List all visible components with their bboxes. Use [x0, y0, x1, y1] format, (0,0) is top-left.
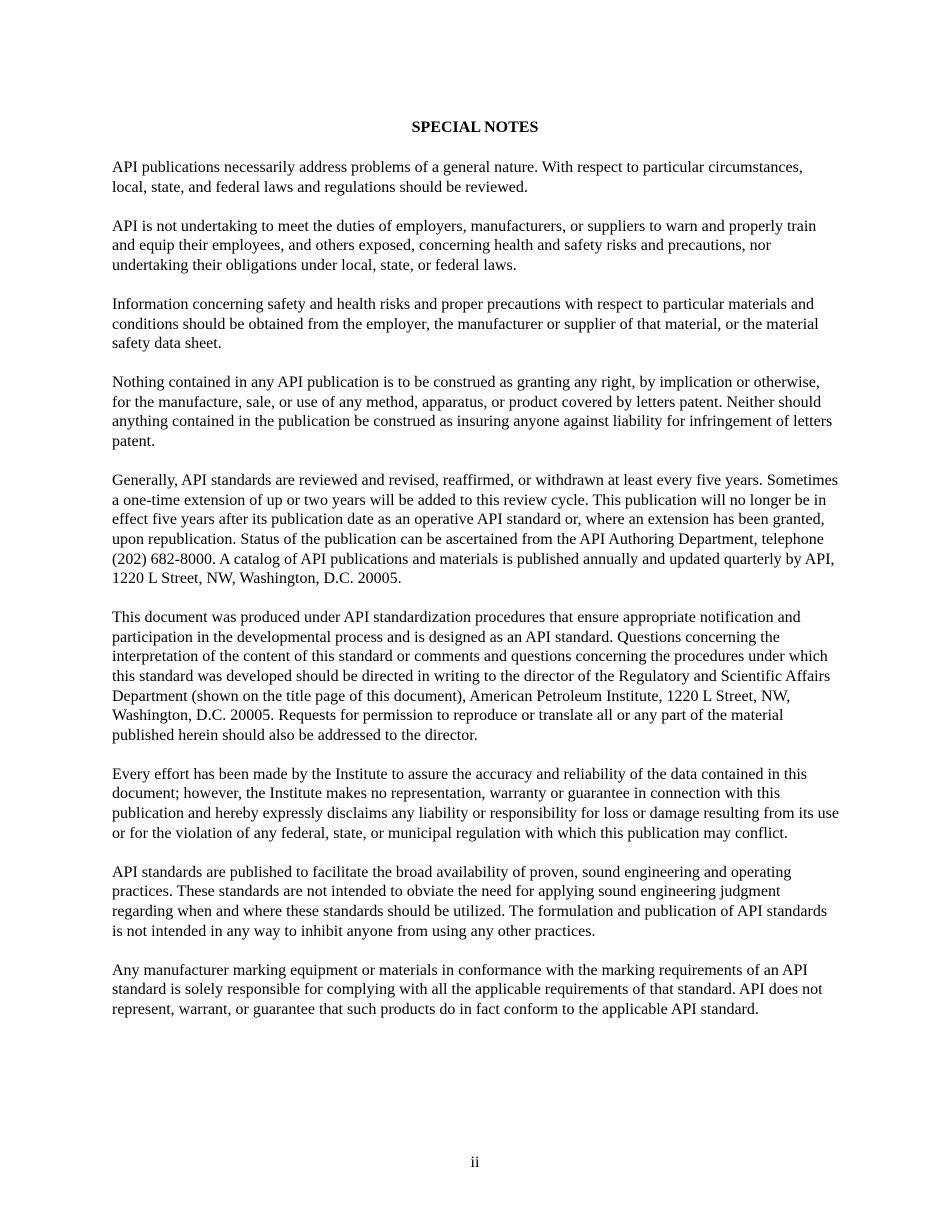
paragraph-disclaimer: Every effort has been made by the Institute to assure the accuracy and reliability of the data contained in this document; however, the Institute makes no representation, warranty or guarantee in connection with this publication and hereby expressly disclaims any liability or responsibility for loss or damage resulting from its use or for the violation of any federal, state, or municipal regulation with which this publication may conflict. [112, 765, 839, 842]
paragraph-employer-duties: API is not undertaking to meet the duties of employers, manufacturers, or suppliers to warn and properly train and equip their employees, and others exposed, concerning health and safety risks and precautions, nor undertaking their obligations under local, state, or federal laws. [112, 217, 817, 274]
paragraph-general-nature: API publications necessarily address problems of a general nature. With respect to particular circumstances, local, state, and federal laws and regulations should be reviewed. [112, 159, 803, 196]
paragraph-review-cycle: Generally, API standards are reviewed and revised, reaffirmed, or withdrawn at least every five years. Sometimes a one-time extension of up or two years will be added to this review cycle. This publication will no longer be in effect five years after its publication date as an operative API standard or, where an extension has been granted, upon republication. Status of the publication can be ascertained from the API Authoring Department, telephone (202) 682-8000. A catalog of API publications and materials is published annually and updated quarterly by API, 1220 L Street, NW, Washington, D.C. 20005. [112, 472, 838, 588]
paragraph-letters-patent: Nothing contained in any API publication is to be construed as granting any right, by implication or otherwise, for the manufacture, sale, or use of any method, apparatus, or product covered by letters patent. Neither should anything contained in the publication be construed as insuring anyone against liability for infringement of letters patent. [112, 374, 833, 451]
page-number: ii [470, 1154, 480, 1171]
paragraph-standardization-procedures: This document was produced under API standardization procedures that ensure appropriate notification and participation in the developmental process and is designed as an API standard. Questions concerning the interpretation of the content of this standard or comments and questions concerning the procedures under which this standard was developed should be directed in writing to the director of the Regulatory and Scientific Affairs Department (shown on the title page of this document), American Petroleum Institute, 1220 L Street, NW, Washington, D.C. 20005. Requests for permission to reproduce or translate all or any part of the material published herein should also be addressed to the director. [112, 609, 831, 744]
paragraph-marking-requirements: Any manufacturer marking equipment or materials in conformance with the marking requirements of an API standard is solely responsible for complying with all the applicable requirements of that standard. API does not represent, warrant, or guarantee that such products do in fact conform to the applicable API standard. [112, 961, 823, 1018]
notes-body [112, 158, 840, 1039]
paragraph-safety-information: Information concerning safety and health risks and proper precautions with respect to particular materials and conditions should be obtained from the employer, the manufacturer or supplier of that material, or the material safety data sheet. [112, 295, 819, 353]
page-title: SPECIAL NOTES [411, 119, 539, 136]
paragraph-purpose: API standards are published to facilitate the broad availability of proven, sound engineering and operating practices. These standards are not intended to obviate the need for applying sound engineering judgment regarding when and where these standards should be utilized. The formulation and publication of API standards is not intended in any way to inhibit anyone from using any other practices. [112, 863, 828, 940]
